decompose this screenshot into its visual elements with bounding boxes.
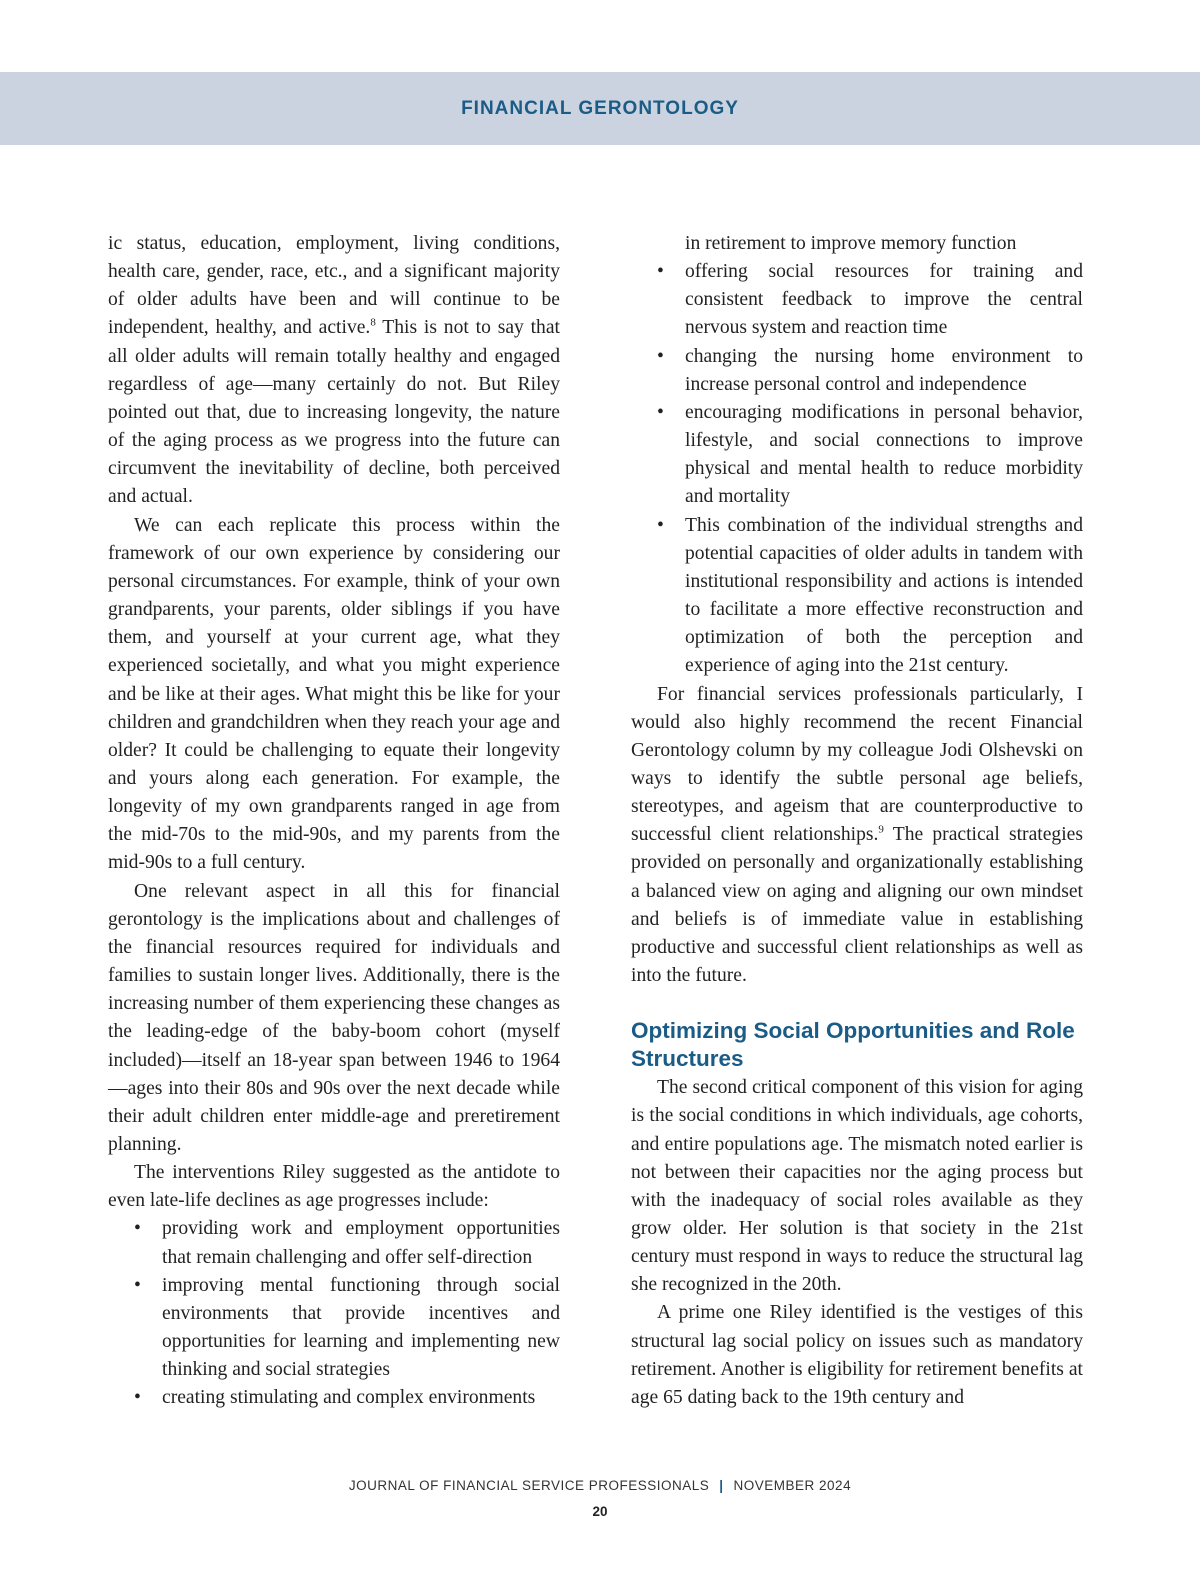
running-header-title: FINANCIAL GERONTOLOGY: [461, 97, 739, 119]
issue-date: NOVEMBER 2024: [733, 1478, 852, 1493]
list-item: • improving mental functioning through social environments that provide incentives and opportunities for learning and implementing new thinking and social strategies: [108, 1272, 560, 1385]
list-item: • changing the nursing home environment to increase personal control and independence: [631, 343, 1083, 399]
section-heading: Optimizing Social Opportunities and Role Structures: [631, 1018, 1075, 1072]
bullet-icon: •: [134, 1218, 141, 1240]
footnote-ref[interactable]: 8: [370, 316, 376, 329]
bullet-icon: •: [657, 345, 664, 367]
bullet-icon: •: [134, 1274, 141, 1296]
footer: [0, 1478, 1200, 1493]
list-item: • creating stimulating and complex environments: [108, 1384, 560, 1412]
paragraph: We can each replicate this process within the framework of our own experience by considering our personal circumstances. For example, think of your own grandparents, your parents, older siblings if you have them, and yourself at your current age, what they experienced societally, and what you might experience and be like at their ages. What might this be like for your children and grandchildren when they reach your age and older? It could be challenging to equate their longevity and yours along each generation. For example, the longevity of my own grandparents ranged in age from the mid-70s to the mid-90s, and my parents from the mid-90s to a full century.: [108, 514, 560, 874]
paragraph: The interventions Riley suggested as the antidote to even late-life declines as age progresses include:: [108, 1162, 560, 1212]
footer-separator: |: [719, 1478, 724, 1493]
list-item: • offering social resources for training and consistent feedback to improve the central nervous system and reaction time: [631, 258, 1083, 342]
header-band: [0, 72, 1200, 145]
list-item: • encouraging modifications in personal behavior, lifestyle, and social connections to improve physical and mental health to reduce morbidity and mortality: [631, 399, 1083, 512]
journal-name: JOURNAL OF FINANCIAL SERVICE PROFESSIONALS: [348, 1478, 710, 1493]
bullet-icon: •: [657, 401, 664, 423]
right-column: [631, 230, 1083, 1412]
paragraph: One relevant aspect in all this for financial gerontology is the implications about and challenges of the financial resources required for individuals and families to sustain longer lives. Additionally, there is the increasing number of them experiencing these changes as the leading-edge of the baby-boom cohort (myself included)—itself an 18-year span between 1946 to 1964—ages into their 80s and 90s over the next decade while their adult children enter middle-age and preretirement planning.: [108, 880, 560, 1155]
paragraph: For financial services professionals particularly, I would also highly recommend the recent Financial Gerontology column by my colleague Jodi Olshevski on ways to identify the subtle personal age beliefs, stereotypes, and ageism that are counterproductive to successful client relationships.$^9$ The practical strategies provided on personally and organizationally establishing a balanced view on aging and aligning our own mindset and beliefs is of immediate value in establishing productive and successful client relationships as well as into the future.: [631, 683, 1083, 987]
list-item: • providing work and employment opportunities that remain challenging and offer self-direction: [108, 1215, 560, 1271]
list-item-continuation: in retirement to improve memory function: [685, 233, 1017, 254]
footnote-ref[interactable]: 9: [878, 823, 884, 836]
paragraph: ic status, education, employment, living conditions, health care, gender, race, etc., and a significant majority of older adults have been and will continue to be independent, healthy, and active.$^8$ This is not to say that all older adults will remain totally healthy and engaged regardless of age—many certainly do not. But Riley pointed out that, due to increasing longevity, the nature of the aging process as we progress into the future can circumvent the inevitability of decline, both perceived and actual.: [108, 233, 560, 508]
bullet-icon: •: [657, 514, 664, 536]
list-item: • This combination of the individual strengths and potential capacities of older adults in tandem with institutional responsibility and actions is intended to facilitate a more effective reconstruction and optimization of both the perception and experience of aging into the 21st century.: [631, 512, 1083, 681]
left-column: [108, 230, 560, 1413]
page-number: 20: [592, 1504, 608, 1519]
bullet-list: [631, 258, 1083, 680]
bullet-list: [108, 1215, 560, 1412]
bullet-icon: •: [657, 261, 664, 283]
paragraph: The second critical component of this vision for aging is the social conditions in which individuals, age cohorts, and entire populations age. The mismatch noted earlier is not between their capacities nor the aging process but with the inadequacy of social roles available as they grow older. Her solution is that society in the 21st century must respond in ways to reduce the structural lag she recognized in the 20th.: [631, 1077, 1083, 1296]
paragraph: A prime one Riley identified is the vestiges of this structural lag social policy on issues such as mandatory retirement. Another is eligibility for retirement benefits at age 65 dating back to the 19th century and: [631, 1302, 1083, 1408]
bullet-icon: •: [134, 1387, 141, 1409]
